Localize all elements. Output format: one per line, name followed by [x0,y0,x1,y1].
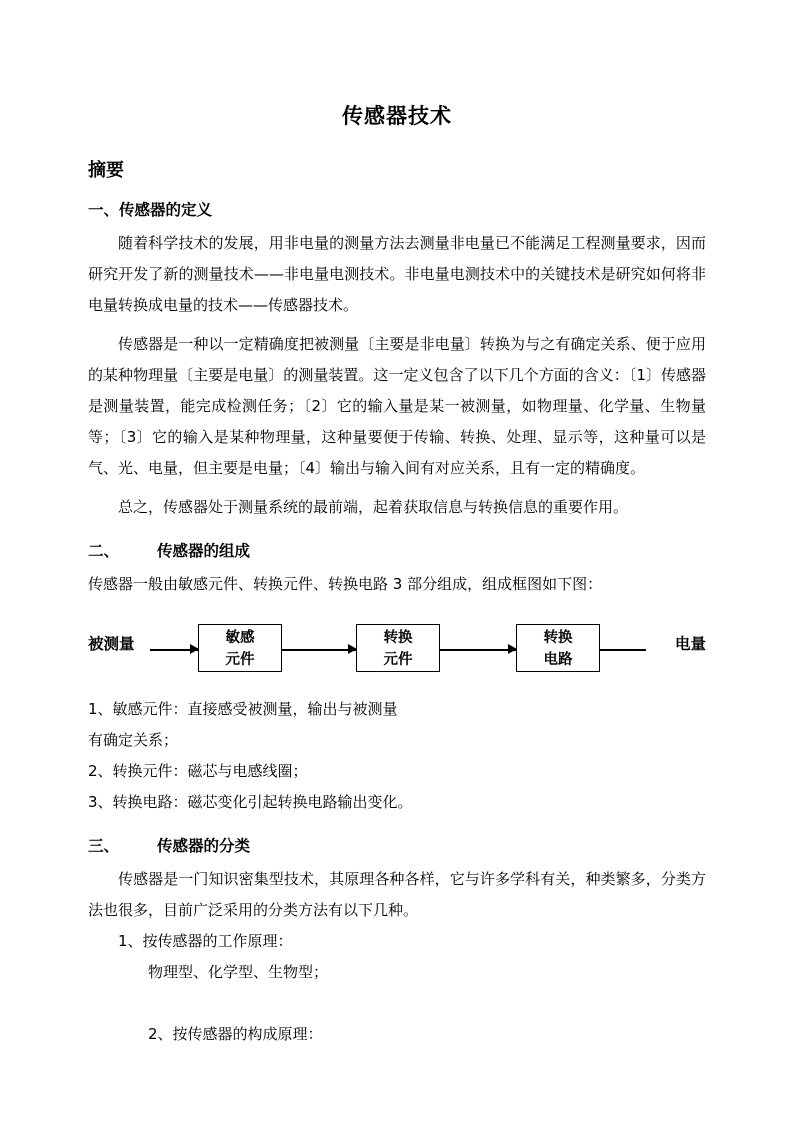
diagram-box-conversion-element: 转换 元件 [356,624,440,672]
page-body [88,60,706,1050]
abstract-heading: 摘要 [88,160,124,181]
diagram-box-conversion-circuit: 转换 电路 [516,624,600,672]
list-item: 1、敏感元件：直接感受被测量，输出与被测量 [88,700,398,718]
diagram-output-label: 电量 [674,635,706,653]
section-number: 二、 [88,542,120,560]
diagram-input-label: 被测量 [88,635,135,653]
section-title: 传感器的分类 [157,837,251,855]
paragraph-classification: 传感器是一门知识密集型技术，其原理各种各样，它与许多学科有关，种类繁多，分类方法也很多，目前广泛采用的分类方法有以下几种。 [88,870,706,919]
list-item: 物理型、化学型、生物型； [148,963,329,981]
paragraph-definition-3: 总之，传感器处于测量系统的最前端，起着获取信息与转换信息的重要作用。 [118,498,629,516]
sensor-composition-diagram [88,614,706,688]
section-number: 三、 [88,837,120,855]
section-heading-classification [88,834,706,856]
list-item: 3、转换电路：磁芯变化引起转换电路输出变化。 [88,793,413,811]
list-item: 2、按传感器的构成原理： [148,1025,323,1043]
paragraph-composition-intro: 传感器一般由敏感元件、转换元件、转换电路 3 部分组成，组成框图如下图： [88,575,603,593]
section-heading-definition: 一、传感器的定义 [88,201,213,219]
list-item: 1、按传感器的工作原理： [118,932,293,950]
page-title: 传感器技术 [342,104,452,128]
diagram-box-sensing-element: 敏感 元件 [198,624,282,672]
section-title: 传感器的组成 [157,542,251,560]
list-item: 2、转换元件：磁芯与电感线圈； [88,762,308,780]
list-item: 有确定关系； [88,731,179,749]
paragraph-definition-1: 随着科学技术的发展，用非电量的测量方法去测量非电量已不能满足工程测量要求，因而研究开发了新的测量技术——非电量电测技术。非电量电测技术中的关键技术是研究如何将非电量转换成电量的技术——传感器技术。 [88,234,706,314]
paragraph-definition-2: 传感器是一种以一定精确度把被测量〔主要是非电量〕转换为与之有确定关系、便于应用的某种物理量〔主要是电量〕的测量装置。这一定义包含了以下几个方面的含义：〔1〕传感器是测量装置，能完成检测任务；〔2〕它的输入量是某一被测量，如物理量、化学量、生物量等；〔3〕它的输入是某种物理量，这种量要便于传输、转换、处理、显示等，这种量可以是气、光、电量，但主要是电量；〔4〕输出与输入间有对应关系，且有一定的精确度。 [88,335,706,477]
section-heading-composition [88,539,706,561]
